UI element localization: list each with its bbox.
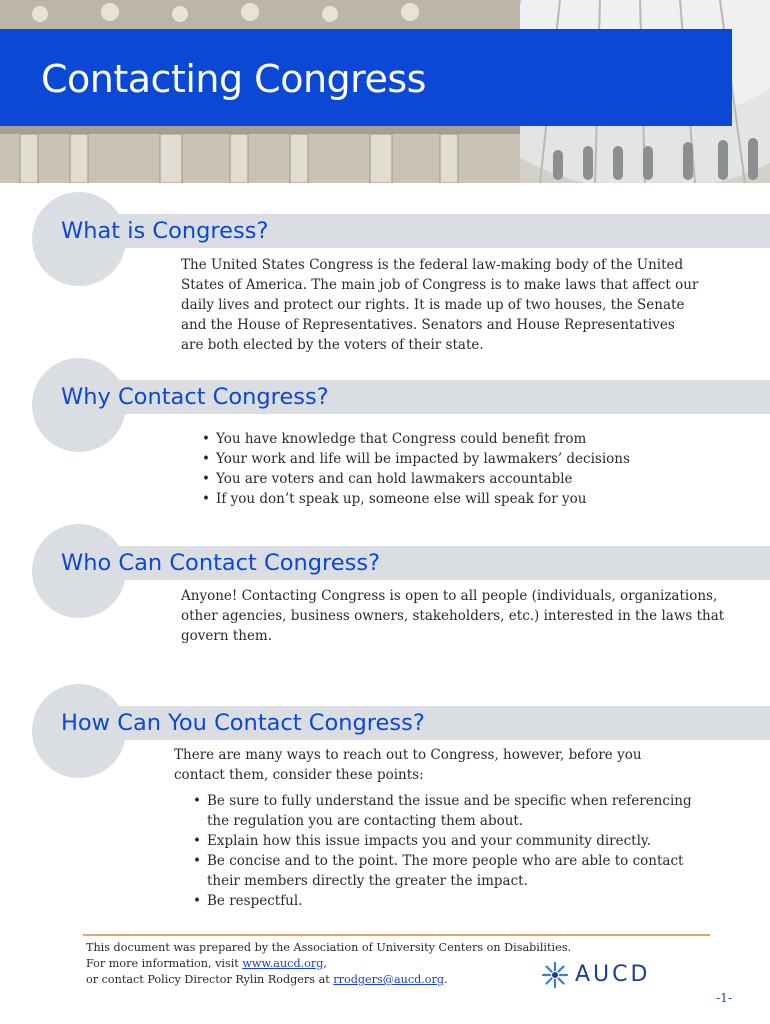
list-item: • Be sure to fully understand the issue and be specific when referencing the regulation you are contacting them about. [193, 791, 713, 831]
footer-text [86, 940, 571, 988]
why-contact-list [202, 429, 722, 509]
who-can-contact-text: Anyone! Contacting Congress is open to all people (individuals, organizations, other agencies, business owners, stakeholders, etc.) interested in the laws that govern them. [181, 588, 725, 644]
list-item: • If you don’t speak up, someone else will speak for you [202, 489, 722, 509]
footer-divider [83, 934, 710, 936]
page-number: -1- [716, 991, 732, 1005]
list-item: • You are voters and can hold lawmakers accountable [202, 469, 722, 489]
how-to-contact-list [193, 791, 713, 911]
logo-wordmark: AUCD [575, 962, 651, 987]
footer-line-more-info: For more information, visit www.aucd.org, [86, 957, 327, 970]
list-item: • Explain how this issue impacts you and your community directly. [193, 831, 713, 851]
heading-who-can-contact: Who Can Contact Congress? [61, 550, 381, 576]
starburst-logo-icon [541, 961, 569, 989]
page-title: Contacting Congress [41, 57, 426, 101]
title-bar [0, 29, 732, 126]
contact-email-link[interactable]: rrodgers@aucd.org [333, 973, 445, 986]
heading-how-can-you-contact: How Can You Contact Congress? [61, 710, 425, 736]
aucd-website-link[interactable]: www.aucd.org [242, 957, 324, 970]
list-item: • Be respectful. [193, 891, 713, 911]
list-item: • You have knowledge that Congress could benefit from [202, 429, 722, 449]
heading-why-contact-congress: Why Contact Congress? [61, 384, 329, 410]
what-is-congress-text: The United States Congress is the federal law-making body of the United States of America. The main job of Congress is to make laws that affect our daily lives and protect our rights. It is made up of two houses, the Senate and the House of Representatives. Senators and House Representatives are both elected by the voters of their state. [181, 257, 699, 353]
footer-line-prepared-by: This document was prepared by the Association of University Centers on Disabilities. [86, 941, 572, 954]
list-item: • Be concise and to the point. The more people who are able to contact their members directly the greater the impact. [193, 851, 713, 891]
how-can-you-contact-intro: There are many ways to reach out to Congress, however, before you contact them, consider these points: [174, 747, 642, 783]
heading-what-is-congress: What is Congress? [61, 218, 269, 244]
footer-line-contact: or contact Policy Director Rylin Rodgers at rrodgers@aucd.org. [86, 973, 448, 986]
list-item: • Your work and life will be impacted by lawmakers’ decisions [202, 449, 722, 469]
header-photo [0, 0, 770, 183]
